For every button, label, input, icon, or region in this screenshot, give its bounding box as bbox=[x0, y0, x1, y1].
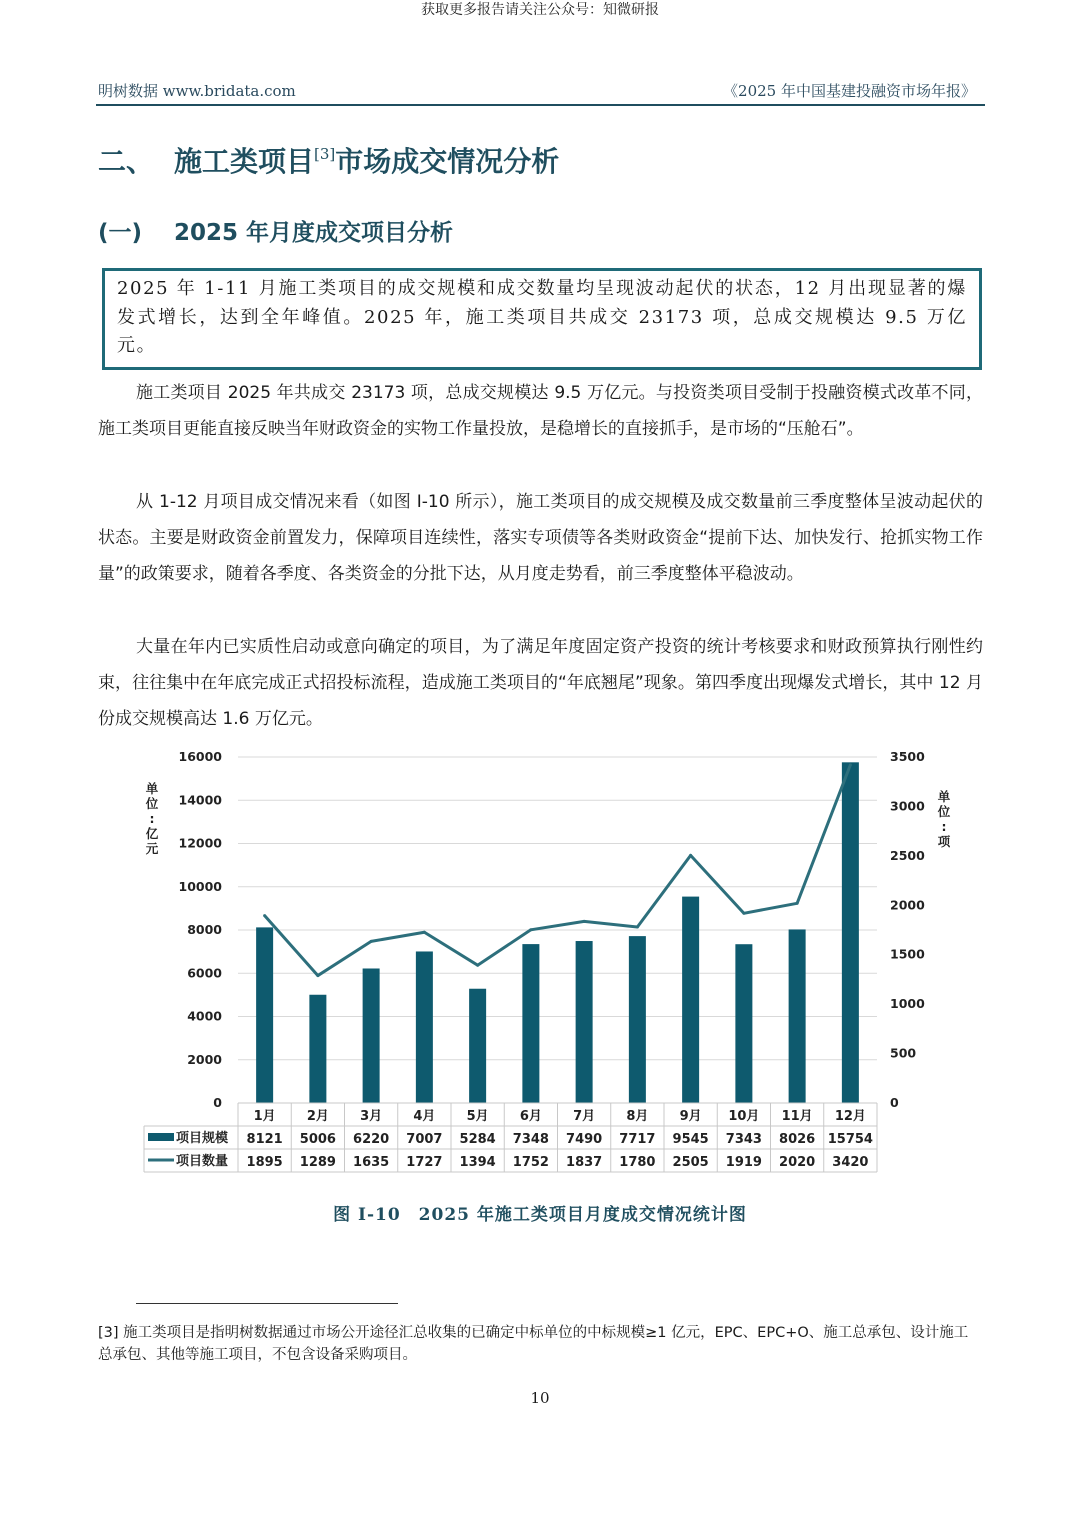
line-value-label: 1919 bbox=[725, 1155, 762, 1170]
right-axis-unit-char: 单 bbox=[937, 789, 951, 804]
footnote-ref[interactable]: [3] bbox=[314, 145, 336, 163]
line-point bbox=[796, 902, 799, 905]
line-value-label: 1635 bbox=[353, 1155, 390, 1170]
category-label: 1月 bbox=[253, 1109, 276, 1124]
legend-bar-key bbox=[148, 1133, 174, 1141]
bar bbox=[309, 995, 326, 1103]
bar-value-label: 8026 bbox=[779, 1132, 816, 1147]
right-tick-label: 500 bbox=[890, 1045, 917, 1061]
category-label: 2月 bbox=[306, 1109, 329, 1124]
bar-value-label: 15754 bbox=[827, 1132, 873, 1147]
line-value-label: 2505 bbox=[672, 1155, 709, 1170]
line-point bbox=[583, 920, 586, 923]
right-tick-label: 1000 bbox=[890, 996, 925, 1012]
left-tick-label: 6000 bbox=[187, 965, 222, 981]
left-axis-unit-char: 单 bbox=[145, 781, 159, 796]
left-tick-label: 10000 bbox=[178, 878, 222, 894]
bar bbox=[629, 936, 646, 1103]
line-point bbox=[423, 931, 426, 934]
left-tick-label: 16000 bbox=[178, 749, 222, 764]
left-tick-label: 8000 bbox=[187, 922, 222, 937]
header-left: 明树数据 www.bridata.com bbox=[98, 82, 296, 100]
header-right: 《2025 年中国基建投融资市场年报》 bbox=[723, 82, 976, 100]
bar bbox=[416, 951, 433, 1103]
bar bbox=[789, 929, 806, 1103]
category-label: 12月 bbox=[834, 1109, 866, 1124]
bar-value-label: 7348 bbox=[512, 1132, 549, 1147]
section-title: 施工类项目 bbox=[174, 145, 315, 178]
subsection-number: (一) bbox=[98, 220, 143, 246]
count-line bbox=[265, 765, 851, 976]
category-label: 5月 bbox=[466, 1109, 489, 1124]
summary-box: 2025 年 1-11 月施工类项目的成交规模和成交数量均呈现波动起伏的状态，12 月出现显著的爆发式增长，达到全年峰值。2025 年，施工类项目共成交 23173 项，总成交规模达 9.5 万亿元。 bbox=[102, 268, 982, 370]
bar bbox=[735, 944, 752, 1103]
paragraph-1: 施工类项目 2025 年共成交 23173 项，总成交规模达 9.5 万亿元。与投资类项目受制于投融资模式改革不同，施工类项目更能直接反映当年财政资金的实物工作量投放，是稳增长的直接抓手，是市场的“压舱石”。 bbox=[98, 383, 983, 440]
bar bbox=[522, 944, 539, 1103]
section-heading bbox=[98, 140, 559, 180]
left-axis-unit-char: 元 bbox=[145, 841, 159, 856]
bar-value-label: 8121 bbox=[246, 1132, 283, 1147]
bar bbox=[576, 941, 593, 1103]
line-point bbox=[529, 928, 532, 931]
line-value-label: 1727 bbox=[406, 1155, 443, 1170]
line-value-label: 1780 bbox=[619, 1155, 656, 1170]
category-label: 7月 bbox=[573, 1109, 596, 1124]
line-value-label: 1289 bbox=[299, 1155, 336, 1170]
section-number: 二、 bbox=[98, 145, 155, 178]
category-label: 3月 bbox=[360, 1109, 383, 1124]
bar bbox=[256, 927, 273, 1103]
paragraph-2: 从 1-12 月项目成交情况来看（如图 I-10 所示），施工类项目的成交规模及成交数量前三季度整体呈波动起伏的状态。主要是财政资金前置发力，保障项目连续性，落实专项债等各类财政资金“提前下达、加快发行、抢抓实物工作量”的政策要求，随着各季度、各类资金的分批下达，从月度走势看，前三季度整体平稳波动。 bbox=[98, 492, 983, 585]
subsection-title: 2025 年月度成交项目分析 bbox=[174, 220, 454, 246]
line-point bbox=[849, 763, 852, 766]
bar-value-label: 6220 bbox=[353, 1132, 390, 1147]
right-axis-unit-char: : bbox=[941, 819, 947, 834]
paragraph-3: 大量在年内已实质性启动或意向确定的项目，为了满足年度固定资产投资的统计考核要求和财政预算执行刚性约束，往往集中在年底完成正式招投标流程，造成施工类项目的“年底翘尾”现象。第四季度出现爆发式增长，其中 12 月份成交规模高达 1.6 万亿元。 bbox=[98, 637, 983, 730]
subsection-heading bbox=[98, 214, 453, 247]
bar-value-label: 7343 bbox=[725, 1132, 762, 1147]
left-tick-label: 0 bbox=[213, 1095, 222, 1110]
right-tick-label: 2000 bbox=[890, 897, 925, 913]
left-axis-unit-char: 位 bbox=[145, 796, 159, 811]
footnote: [3] 施工类项目是指明树数据通过市场公开途径汇总收集的已确定中标单位的中标规模≥1 亿元，EPC、EPC+O、施工总承包、设计施工总承包、其他等施工项目，不包含设备采购项目。 bbox=[98, 1325, 969, 1363]
category-label: 6月 bbox=[519, 1109, 542, 1124]
section-title-rest: 市场成交情况分析 bbox=[335, 145, 560, 178]
page-number: 10 bbox=[530, 1389, 550, 1407]
right-tick-label: 2500 bbox=[890, 847, 925, 863]
line-point bbox=[742, 912, 745, 915]
footnote-divider bbox=[136, 1303, 398, 1304]
right-axis-unit-char: 位 bbox=[937, 804, 951, 819]
bar-value-label: 9545 bbox=[672, 1132, 709, 1147]
bar bbox=[842, 762, 859, 1103]
line-value-label: 2020 bbox=[779, 1155, 816, 1170]
header-divider bbox=[96, 104, 985, 106]
bar-value-label: 7717 bbox=[619, 1132, 656, 1147]
category-label: 11月 bbox=[781, 1109, 813, 1124]
bar bbox=[469, 989, 486, 1103]
figure-caption: 图 I-10 2025 年施工类项目月度成交情况统计图 bbox=[333, 1205, 747, 1225]
bar-value-label: 5006 bbox=[299, 1132, 336, 1147]
left-tick-label: 14000 bbox=[178, 792, 222, 808]
bar-value-label: 5284 bbox=[459, 1132, 496, 1147]
left-axis-unit-char: 亿 bbox=[145, 826, 159, 841]
line-point bbox=[316, 974, 319, 977]
right-tick-label: 1500 bbox=[890, 946, 925, 962]
line-point bbox=[476, 964, 479, 967]
right-tick-label: 3500 bbox=[890, 749, 925, 764]
bar-value-label: 7490 bbox=[566, 1132, 603, 1147]
left-axis-unit-char: : bbox=[149, 811, 155, 826]
line-point bbox=[689, 854, 692, 857]
line-value-label: 1394 bbox=[459, 1155, 496, 1170]
left-tick-label: 2000 bbox=[187, 1051, 222, 1067]
promo-banner: 获取更多报告请关注公众号：知微研报 bbox=[421, 2, 659, 18]
right-tick-label: 0 bbox=[890, 1095, 899, 1110]
left-tick-label: 12000 bbox=[178, 835, 222, 851]
bar bbox=[363, 968, 380, 1103]
line-point bbox=[370, 940, 373, 943]
category-label: 8月 bbox=[626, 1109, 649, 1124]
monthly-chart bbox=[130, 737, 960, 1182]
line-value-label: 1895 bbox=[246, 1155, 283, 1170]
right-tick-label: 3000 bbox=[890, 798, 925, 814]
line-value-label: 1837 bbox=[566, 1155, 603, 1170]
line-value-label: 1752 bbox=[512, 1155, 549, 1170]
line-point bbox=[636, 926, 639, 929]
category-label: 4月 bbox=[413, 1109, 436, 1124]
right-axis-unit-char: 项 bbox=[937, 834, 951, 849]
line-value-label: 3420 bbox=[832, 1155, 869, 1170]
bar bbox=[682, 897, 699, 1103]
line-point bbox=[263, 914, 266, 917]
bar-value-label: 7007 bbox=[406, 1132, 443, 1147]
category-label: 10月 bbox=[728, 1109, 760, 1124]
legend-bar-label: 项目规模 bbox=[176, 1131, 229, 1146]
category-label: 9月 bbox=[679, 1109, 702, 1124]
legend-line-label: 项目数量 bbox=[176, 1154, 229, 1169]
left-tick-label: 4000 bbox=[187, 1008, 222, 1024]
